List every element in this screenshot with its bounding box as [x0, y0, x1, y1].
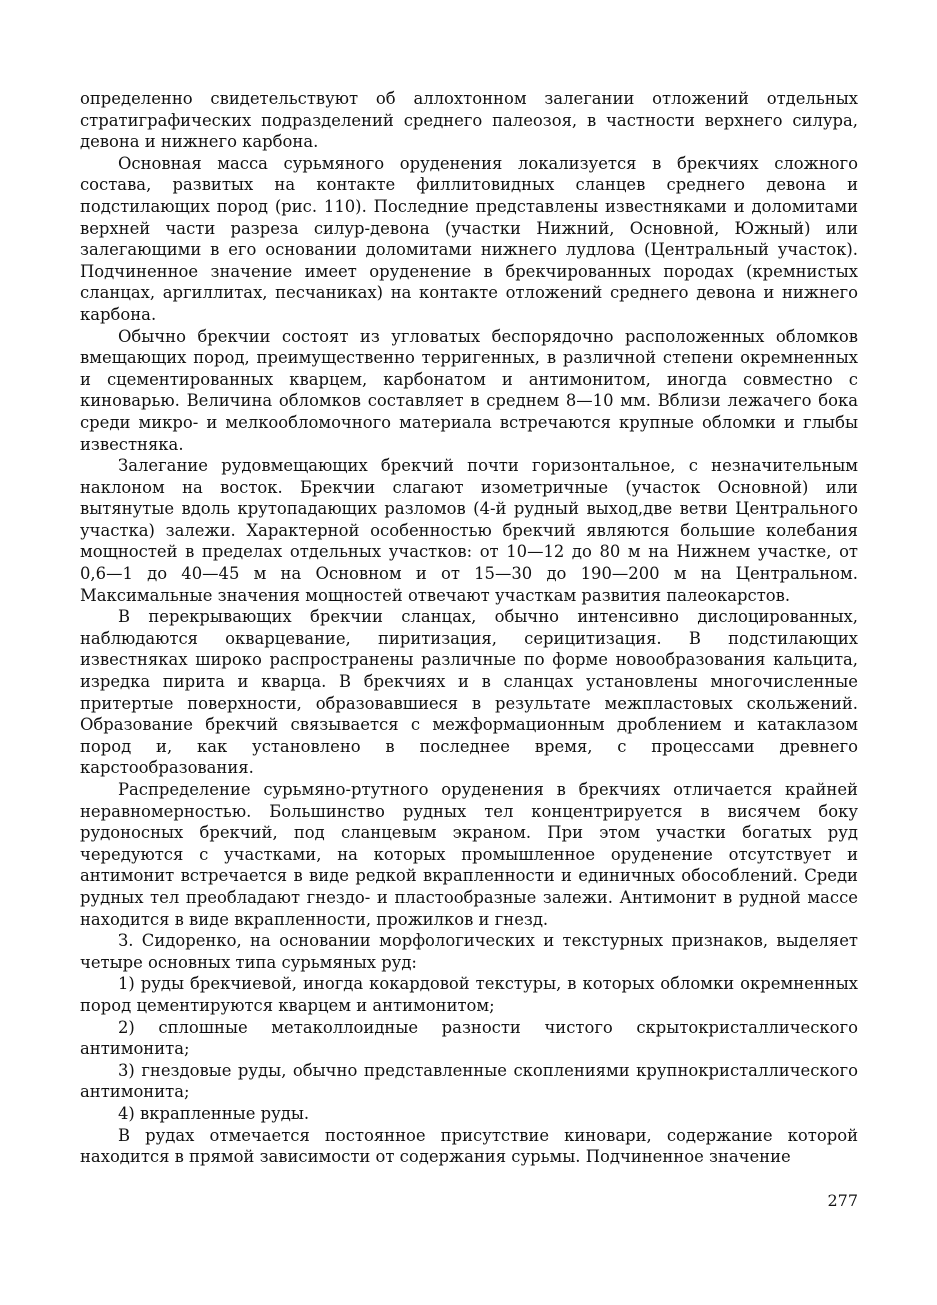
paragraph-8: В рудах отмечается постоянное присутствие киновари, содержание которой находится в прямой зависимости от содержания сурьмы. Подчиненное значение — [80, 1125, 858, 1167]
paragraph-4: Залегание рудовмещающих брекчий почти горизонтальное, с незначительным наклоном на восток. Брекчии слагают изометричные (участок Основной) или вытянутые вдоль крутопадающих разломов (4-й рудный выход,две ветви Центрального участка) залежи. Характерной особенностью брекчий являются большие колебания мощностей в пределах отдельных участков: от 10—12 до 80 м на Нижнем участке, от 0,6—1 до 40—45 м на Основном и от 15—30 до 190—200 м на Центральном. Максимальные значения мощностей отвечают участкам развития палеокарстов. — [80, 456, 858, 605]
list-item-4: 4) вкрапленные руды. — [118, 1103, 310, 1123]
page-number: 277 — [827, 1191, 858, 1210]
paragraph-1: определенно свидетельствуют об аллохтонном залегании отложений отдельных стратиграфических подразделений среднего палеозоя, в частности верхнего силура, девона и нижнего карбона. — [80, 89, 858, 152]
list-item-1: 1) руды брекчиевой, иногда кокардовой текстуры, в которых обломки окремненных пород цементируются кварцем и антимонитом; — [80, 974, 858, 1015]
list-item-3: 3) гнездовые руды, обычно представленные скоплениями крупнокристаллического антимонита; — [80, 1060, 858, 1102]
paragraph-6: Распределение сурьмяно-ртутного оруденения в брекчиях отличается крайней неравномерностью. Большинство рудных тел концентрируется в висячем боку рудоносных брекчий, под сланцевым экраном. При этом участки богатых руд чередуются с участками, на которых промышленное оруденение отсутствует и антимонит встречается в виде редкой вкрапленности и единичных обособлений. Среди рудных тел преобладают гнездо- и пластообразные залежи. Антимонит в рудной массе находится в виде вкрапленности, прожилков и гнезд. — [80, 780, 858, 929]
paragraph-2: Основная масса сурьмяного оруденения локализуется в брекчиях сложного состава, развитых на контакте филлитовидных сланцев среднего девона и подстилающих пород (рис. 110). Последние представлены известняками и доломитами верхней части разреза силур-девона (участки Нижний, Основной, Южный) или залегающими в его основании доломитами нижнего лудлова (Центральный участок). Подчиненное значение имеет оруденение в брекчированных породах (кремнистых сланцах, аргиллитах, песчаниках) на контакте отложений среднего девона и нижнего карбона. — [80, 153, 858, 324]
paragraph-7: З. Сидоренко, на основании морфологических и текстурных признаков, выделяет четыре основных типа сурьмяных руд: — [80, 931, 858, 972]
page-body — [80, 88, 858, 1168]
paragraph-3: Обычно брекчии состоят из угловатых беспорядочно расположенных обломков вмещающих пород, преимущественно терригенных, в различной степени окремненных и сцементированных кварцем, карбонатом и антимонитом, иногда совместно с киноварью. Величина обломков составляет в среднем 8—10 мм. Вблизи лежачего бока среди микро- и мелкообломочного материала встречаются крупные обломки и глыбы известняка. — [80, 326, 858, 454]
paragraph-5: В перекрывающих брекчии сланцах, обычно интенсивно дислоцированных, наблюдаются окварцевание, пиритизация, серицитизация. В подстилающих известняках широко распространены различные по форме новообразования кальцита, изредка пирита и кварца. В брекчиях и в сланцах установлены многочисленные притертые поверхности, образовавшиеся в результате межпластовых скольжений. Образование брекчий связывается с межформационным дроблением и катаклазом пород и, как установлено в последнее время, с процессами древнего карстообразования. — [80, 607, 858, 778]
list-item-2: 2) сплошные метаколлоидные разности чистого скрытокристаллического антимонита; — [80, 1017, 858, 1059]
